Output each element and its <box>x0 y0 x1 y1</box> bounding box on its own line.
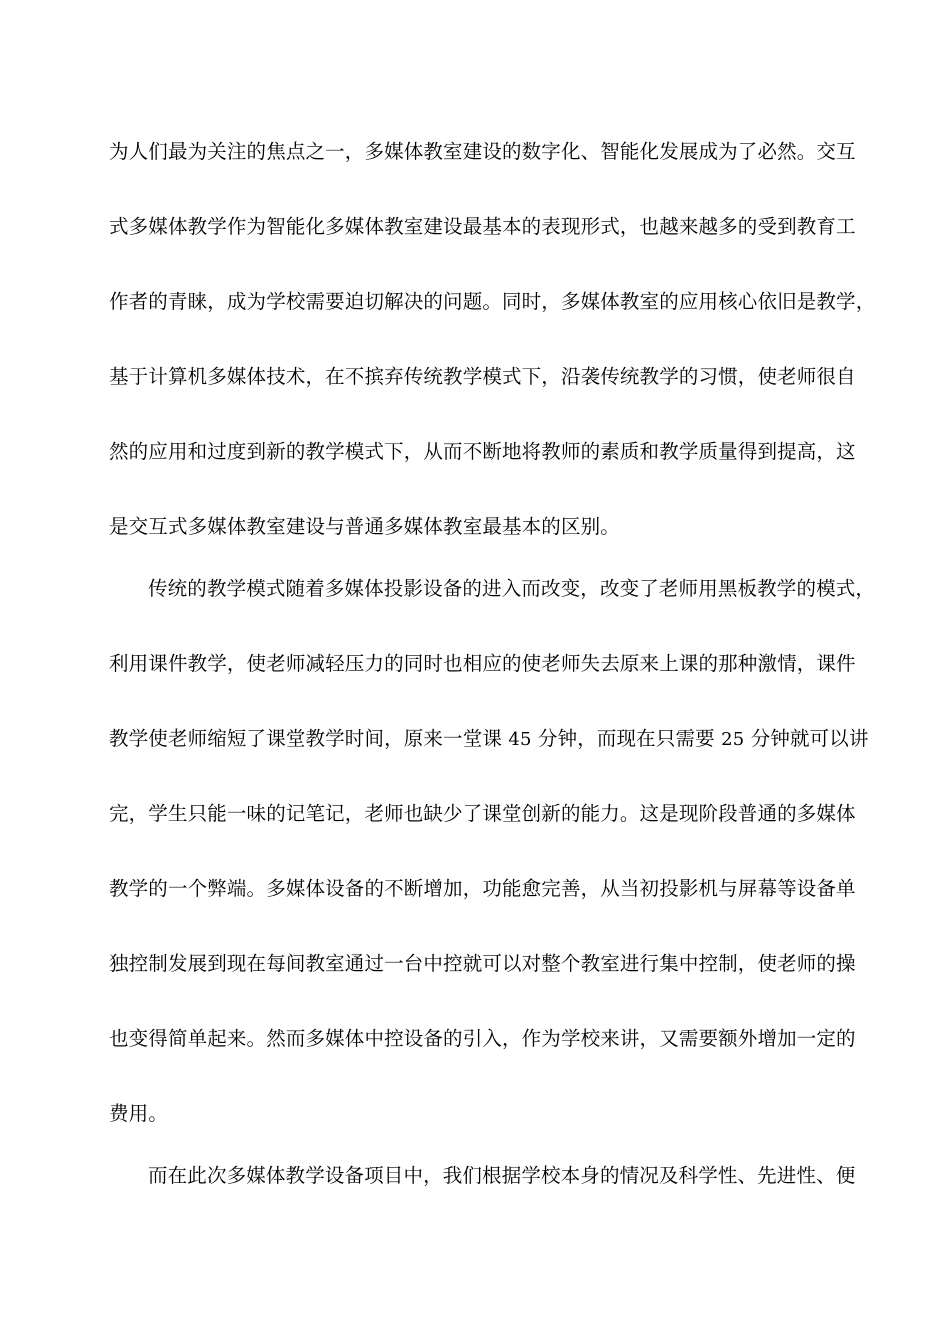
text-line: 然的应用和过度到新的教学模式下，从而不断地将教师的素质和教学质量得到提高，这 <box>109 440 856 463</box>
text-span: 教学使老师缩短了课堂教学时间，原来一堂课 <box>109 727 509 750</box>
text-line: 是交互式多媒体教室建设与普通多媒体教室最基本的区别。 <box>109 515 620 538</box>
text-line: 利用课件教学，使老师减轻压力的同时也相应的使老师失去原来上课的那种激情，课件 <box>109 652 856 675</box>
text-line: 教学的一个弊端。多媒体设备的不断增加，功能愈完善，从当初投影机与屏幕等设备单 <box>109 877 856 900</box>
text-line <box>109 725 869 753</box>
text-span: 分钟，而现在只需要 <box>531 727 722 750</box>
text-line: 费用。 <box>109 1102 168 1125</box>
text-line: 作者的青睐，成为学校需要迫切解决的问题。同时，多媒体教室的应用核心依旧是教学， <box>109 290 876 313</box>
text-line: 基于计算机多媒体技术，在不摈弃传统教学模式下，沿袭传统教学的习惯，使老师很自 <box>109 365 856 388</box>
paragraph-first-line: 而在此次多媒体教学设备项目中，我们根据学校本身的情况及科学性、先进性、便 <box>148 1164 856 1187</box>
text-line: 独控制发展到现在每间教室通过一台中控就可以对整个教室进行集中控制，使老师的操 <box>109 952 856 975</box>
text-line: 式多媒体教学作为智能化多媒体教室建设最基本的表现形式，也越来越多的受到教育工 <box>109 215 856 238</box>
text-span: 分钟就可以讲 <box>744 727 869 750</box>
text-line: 也变得简单起来。然而多媒体中控设备的引入，作为学校来讲，又需要额外增加一定的 <box>109 1027 856 1050</box>
text-line: 为人们最为关注的焦点之一，多媒体教室建设的数字化、智能化发展成为了必然。交互 <box>109 140 856 163</box>
paragraph-first-line: 传统的教学模式随着多媒体投影设备的进入而改变，改变了老师用黑板教学的模式， <box>148 577 876 600</box>
number-45: 45 <box>508 729 532 750</box>
number-25: 25 <box>721 729 745 750</box>
text-line: 完，学生只能一味的记笔记，老师也缺少了课堂创新的能力。这是现阶段普通的多媒体 <box>109 802 856 825</box>
